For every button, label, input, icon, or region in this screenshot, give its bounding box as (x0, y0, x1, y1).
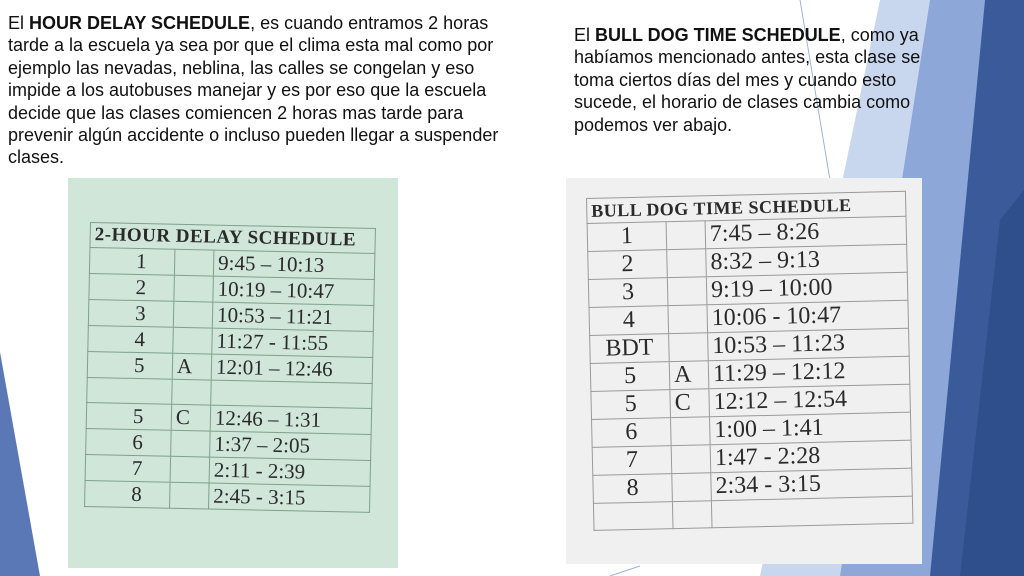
schedule-row (85, 480, 370, 512)
time-cell: 7:45 – 8:26 (705, 216, 907, 249)
time-cell: 8:32 – 9:13 (706, 244, 908, 277)
letter-cell (174, 275, 214, 302)
bulldog-prefix: El (574, 25, 596, 45)
bulldog-heading: BULL DOG TIME SCHEDULE (595, 25, 841, 45)
time-cell: 11:27 - 11:55 (212, 328, 374, 357)
period-cell: 5 (590, 362, 670, 392)
time-cell: 10:53 – 11:21 (212, 302, 374, 331)
letter-cell (669, 333, 709, 362)
period-cell: 5 (591, 390, 671, 420)
time-cell: 9:45 – 10:13 (213, 250, 375, 279)
letter-cell (667, 277, 707, 306)
period-cell: 6 (592, 418, 672, 448)
letter-cell (671, 445, 711, 474)
bulldog-schedule-photo (566, 178, 922, 564)
period-cell: 8 (85, 480, 171, 508)
bulldog-schedule-table (586, 191, 913, 531)
letter-cell (174, 249, 214, 276)
letter-cell: A (669, 361, 709, 390)
letter-cell (668, 305, 708, 334)
period-cell: 3 (588, 278, 668, 308)
period-cell: 4 (88, 325, 174, 353)
period-cell: 2 (588, 250, 668, 280)
time-cell: 1:37 – 2:05 (210, 431, 372, 460)
period-cell: 1 (587, 222, 667, 252)
hour-delay-heading: HOUR DELAY SCHEDULE (29, 13, 251, 33)
bulldog-body: , como ya habíamos mencionado antes, esta clase se toma ciertos días del mes y cuando esto sucede, el horario de clases cambia como podemos ver abajo. (574, 25, 921, 135)
period-cell: 5 (87, 351, 173, 379)
period-cell: 7 (85, 454, 171, 482)
letter-cell (171, 430, 211, 457)
hour-delay-prefix: El (8, 13, 30, 33)
period-cell (87, 377, 173, 404)
time-cell (211, 380, 372, 408)
letter-cell (672, 501, 712, 529)
time-cell: 12:46 – 1:31 (210, 405, 372, 434)
time-cell: 10:53 – 11:23 (708, 328, 910, 361)
time-cell: 9:19 – 10:00 (706, 272, 908, 305)
letter-cell (170, 456, 210, 483)
time-cell: 10:06 - 10:47 (707, 300, 909, 333)
hour-delay-body: , es cuando entramos 2 horas tarde a la escuela ya sea por que el clima esta mal como por ejemplo las nevadas, neblina, las calles se congelan y eso impide a los autobuses manejar y es por eso que la escuela decide que las clases comiencen 2 horas mas tarde para prevenir algún accidente o incluso pueden llegar a suspender clases. (8, 13, 499, 168)
period-cell: 6 (86, 428, 172, 456)
letter-cell (667, 249, 707, 278)
period-cell (593, 502, 673, 531)
left-accent-shape (0, 352, 40, 576)
letter-cell (671, 417, 711, 446)
letter-cell: A (172, 353, 212, 380)
time-cell: 2:34 - 3:15 (711, 468, 913, 501)
right-accent-line-2 (610, 566, 640, 576)
time-cell (711, 496, 913, 528)
bulldog-description (574, 24, 934, 136)
period-cell: 4 (589, 306, 669, 336)
delay-schedule-photo (68, 178, 398, 568)
time-cell: 11:29 – 12:12 (708, 356, 910, 389)
time-cell: 1:47 - 2:28 (710, 440, 912, 473)
letter-cell (666, 221, 706, 250)
period-cell: 8 (593, 474, 673, 504)
hour-delay-description (8, 12, 508, 169)
delay-schedule-table (84, 222, 376, 513)
delay-schedule-title: 2-HOUR DELAY SCHEDULE (90, 223, 375, 254)
period-cell: BDT (590, 334, 670, 364)
letter-cell (170, 482, 210, 509)
letter-cell: C (171, 404, 211, 431)
period-cell: 5 (86, 402, 172, 430)
period-cell: 1 (89, 248, 175, 276)
time-cell: 10:19 – 10:47 (213, 276, 375, 305)
letter-cell (172, 379, 212, 405)
time-cell: 2:45 - 3:15 (209, 483, 371, 512)
time-cell: 1:00 – 1:41 (709, 412, 911, 445)
bulldog-schedule-title: BULL DOG TIME SCHEDULE (587, 191, 906, 223)
period-cell: 2 (89, 273, 175, 301)
time-cell: 2:11 - 2:39 (209, 457, 371, 486)
time-cell: 12:12 – 12:54 (709, 384, 911, 417)
time-cell: 12:01 – 12:46 (211, 354, 373, 383)
letter-cell (672, 473, 712, 502)
period-cell: 7 (592, 446, 672, 476)
period-cell: 3 (88, 299, 174, 327)
letter-cell (173, 301, 213, 328)
letter-cell (173, 327, 213, 354)
letter-cell: C (670, 389, 710, 418)
